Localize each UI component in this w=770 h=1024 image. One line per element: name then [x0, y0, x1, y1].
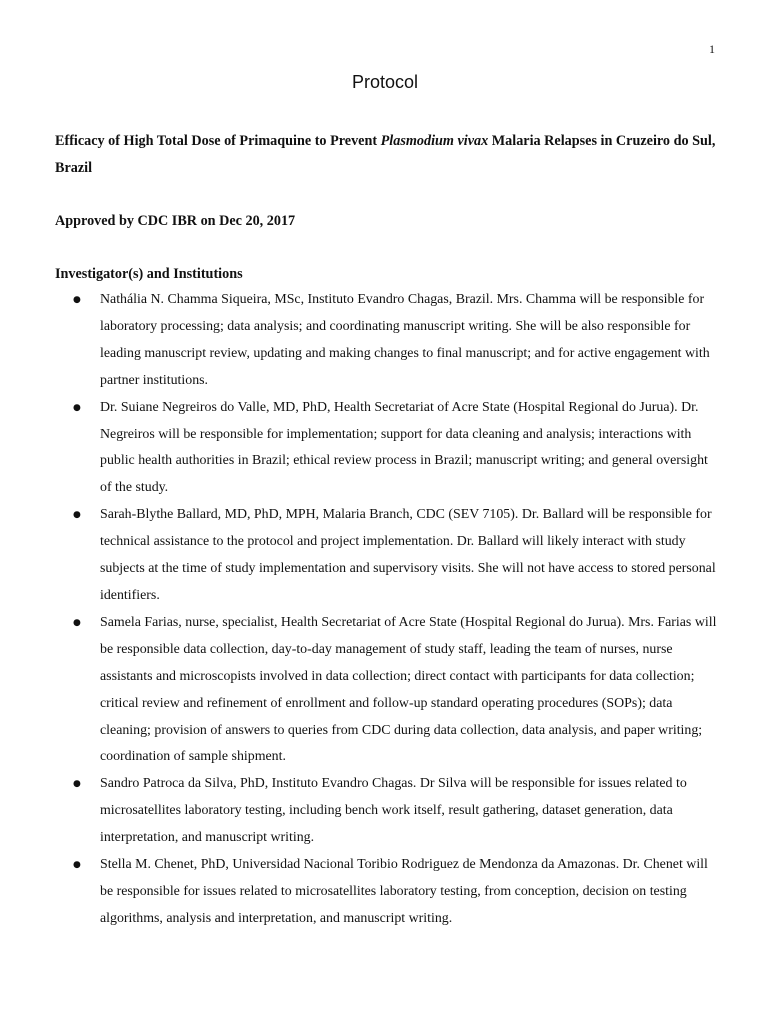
list-item	[0, 852, 718, 933]
bullet-icon: ●	[73, 617, 81, 628]
list-item	[0, 771, 718, 852]
document-heading: Protocol	[351, 72, 419, 92]
bullet-icon: ●	[73, 860, 81, 871]
list-item	[0, 395, 718, 503]
investigator-description: Nathália N. Chamma Siqueira, MSc, Instituto Evandro Chagas, Brazil. Mrs. Chamma will be responsible for laboratory processing; data analysis; and coordinating manuscript writing. She will be also responsible for leading manuscript review, updating and making changes to final manuscript; and for active engagement with partner institutions.	[100, 292, 710, 388]
title-text-start: Efficacy of High Total Dose of Primaquine to Prevent	[55, 133, 381, 149]
list-item	[0, 287, 718, 395]
bullet-icon: ●	[73, 295, 81, 305]
investigator-list	[0, 287, 770, 933]
section-heading-investigators: Investigator(s) and Institutions	[55, 266, 243, 282]
page-number: 1	[709, 42, 715, 56]
bullet-icon: ●	[73, 779, 81, 790]
list-item	[0, 502, 718, 610]
investigator-description: Dr. Suiane Negreiros do Valle, MD, PhD, Health Secretariat of Acre State (Hospital Regional do Jurua). Dr. Negreiros will be responsible for implementation; support for data cleaning and analysis; interactions with public health authorities in Brazil; ethical review process in Brazil; manuscript writing; and general oversight of the study.	[100, 399, 708, 496]
investigator-description: Sarah-Blythe Ballard, MD, PhD, MPH, Malaria Branch, CDC (SEV 7105). Dr. Ballard will be responsible for technical assistance to the protocol and project implementation. Dr. Ballard will likely interact with study subjects at the time of study implementation and supervisory visits. She will not have access to stored personal identifiers.	[100, 507, 716, 603]
list-item	[0, 610, 718, 771]
title-text-end: Malaria Relapses in Cruzeiro do Sul, Brazil	[55, 133, 716, 176]
bullet-icon: ●	[73, 510, 81, 521]
protocol-title	[55, 128, 720, 182]
approval-statement: Approved by CDC IBR on Dec 20, 2017	[55, 213, 296, 229]
title-species-name: Plasmodium vivax	[380, 133, 489, 149]
bullet-icon: ●	[73, 402, 81, 413]
investigator-description: Stella M. Chenet, PhD, Universidad Nacional Toribio Rodriguez de Mendonza da Amazonas. Dr. Chenet will be responsible for issues related to microsatellites laboratory testing, from conception, decision on testing algorithms, analysis and interpretation, and manuscript writing.	[100, 857, 708, 926]
investigator-description: Samela Farias, nurse, specialist, Health Secretariat of Acre State (Hospital Regional do Jurua). Mrs. Farias will be responsible data collection, day-to-day management of study staff, leading the team of nurses, nurse assistants and microscopists involved in data collection; direct contact with participants for data collection; critical review and refinement of enrollment and follow-up standard operating procedures (SOPs); data cleaning; provision of answers to queries from CDC during data collection, data analysis, and paper writing; coordination of sample shipment.	[100, 614, 717, 765]
investigator-description: Sandro Patroca da Silva, PhD, Instituto Evandro Chagas. Dr Silva will be responsible for issues related to microsatellites laboratory testing, including bench work itself, result gathering, dataset generation, data interpretation, and manuscript writing.	[100, 776, 687, 846]
